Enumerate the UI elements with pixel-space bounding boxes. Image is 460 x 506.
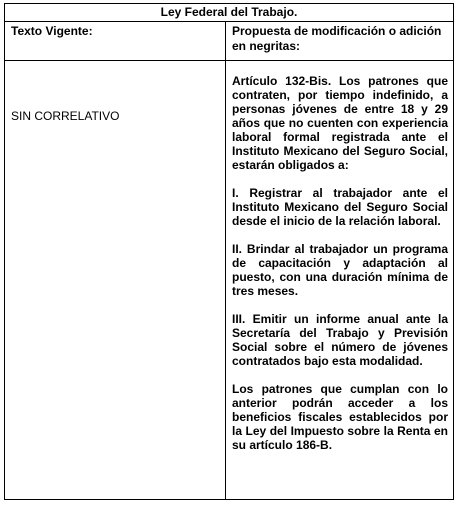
article-paragraph: Artículo 132-Bis. Los patrones que contraten, por tiempo indefinido, a personas jóvenes de entre 18 y 29 años que no cuenten con experiencia laboral formal registrada ante el Instituto Mexicano del Seguro Social, estarán obligados a: bbox=[232, 74, 448, 172]
comparison-table bbox=[4, 3, 454, 500]
header-current-text: Texto Vigente: bbox=[5, 22, 226, 60]
header-row bbox=[5, 22, 453, 61]
fraction-ii-paragraph: II. Brindar al trabajador un programa de capacitación y adaptación al puesto, con una duración mínima de tres meses. bbox=[232, 242, 448, 298]
header-proposal: Propuesta de modificación o adición en negritas: bbox=[232, 24, 442, 53]
benefits-paragraph: Los patrones que cumplan con lo anterior podrán acceder a los beneficios fiscales establecidos por la Ley del Impuesto sobre la Renta en su artículo 186-B. bbox=[232, 382, 448, 452]
current-text-cell bbox=[5, 61, 226, 500]
no-correlative-label: SIN CORRELATIVO bbox=[11, 109, 120, 123]
fraction-iii-paragraph: III. Emitir un informe anual ante la Secretaría del Trabajo y Previsión Social sobre el número de jóvenes contratados bajo esta modalidad. bbox=[232, 312, 448, 368]
content-row bbox=[5, 61, 453, 500]
proposal-cell bbox=[226, 61, 453, 500]
fraction-i-paragraph: I. Registrar al trabajador ante el Instituto Mexicano del Seguro Social desde el inicio de la relación laboral. bbox=[232, 186, 448, 228]
table-title: Ley Federal del Trabajo. bbox=[5, 4, 453, 22]
